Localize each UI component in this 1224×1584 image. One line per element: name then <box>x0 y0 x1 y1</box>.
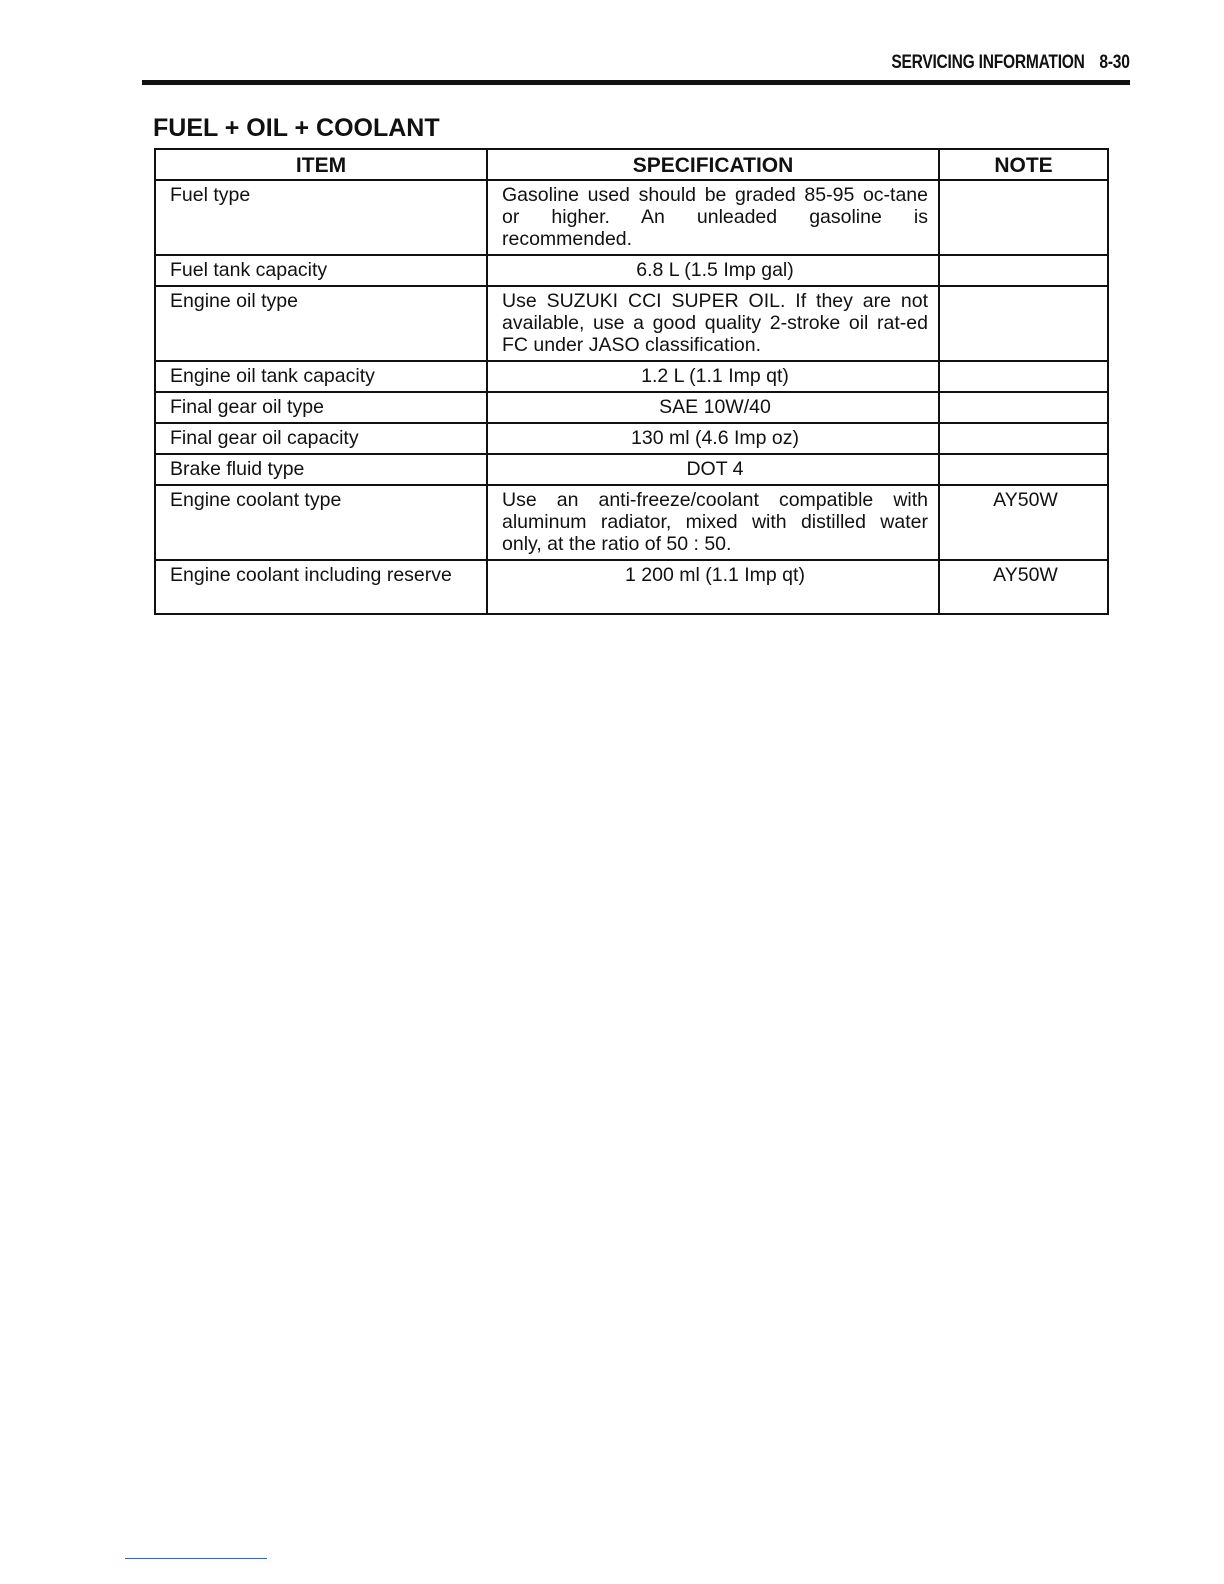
item-cell: Final gear oil capacity <box>155 423 487 454</box>
item-cell: Engine coolant type <box>155 485 487 560</box>
column-header-item: ITEM <box>155 149 487 180</box>
column-header-note: NOTE <box>939 149 1108 180</box>
page-header <box>142 50 1130 85</box>
item-cell: Fuel tank capacity <box>155 255 487 286</box>
spec-cell: 6.8 L (1.5 Imp gal) <box>487 255 939 286</box>
note-cell: AY50W <box>939 485 1108 560</box>
running-header <box>892 52 1130 74</box>
spec-cell: Gasoline used should be graded 85-95 oc-tane or higher. An unleaded gasoline is recommended. <box>487 180 939 255</box>
spec-cell: 130 ml (4.6 Imp oz) <box>487 423 939 454</box>
table-row <box>155 180 1108 255</box>
table-row <box>155 560 1108 614</box>
item-cell: Fuel type <box>155 180 487 255</box>
note-cell <box>939 361 1108 392</box>
footer-divider <box>125 1558 267 1559</box>
table-row <box>155 392 1108 423</box>
spec-cell: Use SUZUKI CCI SUPER OIL. If they are not available, use a good quality 2-stroke oil rat-ed FC under JASO classification. <box>487 286 939 361</box>
note-cell <box>939 454 1108 485</box>
spec-table <box>154 148 1109 615</box>
note-cell <box>939 423 1108 454</box>
note-cell <box>939 286 1108 361</box>
table-header-row <box>155 149 1108 180</box>
spec-cell: DOT 4 <box>487 454 939 485</box>
item-cell: Engine oil tank capacity <box>155 361 487 392</box>
table-row <box>155 361 1108 392</box>
spec-cell: SAE 10W/40 <box>487 392 939 423</box>
table-row <box>155 423 1108 454</box>
spec-cell: 1.2 L (1.1 Imp qt) <box>487 361 939 392</box>
spec-cell: 1 200 ml (1.1 Imp qt) <box>487 560 939 614</box>
note-cell: AY50W <box>939 560 1108 614</box>
section-title: FUEL + OIL + COOLANT <box>153 114 440 142</box>
note-cell <box>939 180 1108 255</box>
section-name: SERVICING INFORMATION <box>891 52 1086 73</box>
item-cell: Engine coolant including reserve <box>155 560 487 614</box>
note-cell <box>939 392 1108 423</box>
item-cell: Brake fluid type <box>155 454 487 485</box>
item-cell: Engine oil type <box>155 286 487 361</box>
item-cell: Final gear oil type <box>155 392 487 423</box>
page-number: 8-30 <box>1099 52 1130 73</box>
table-row <box>155 286 1108 361</box>
spec-cell: Use an anti-freeze/coolant compatible with aluminum radiator, mixed with distilled water only, at the ratio of 50 : 50. <box>487 485 939 560</box>
table-row <box>155 255 1108 286</box>
table-row <box>155 454 1108 485</box>
table-row <box>155 485 1108 560</box>
column-header-specification: SPECIFICATION <box>487 149 939 180</box>
note-cell <box>939 255 1108 286</box>
